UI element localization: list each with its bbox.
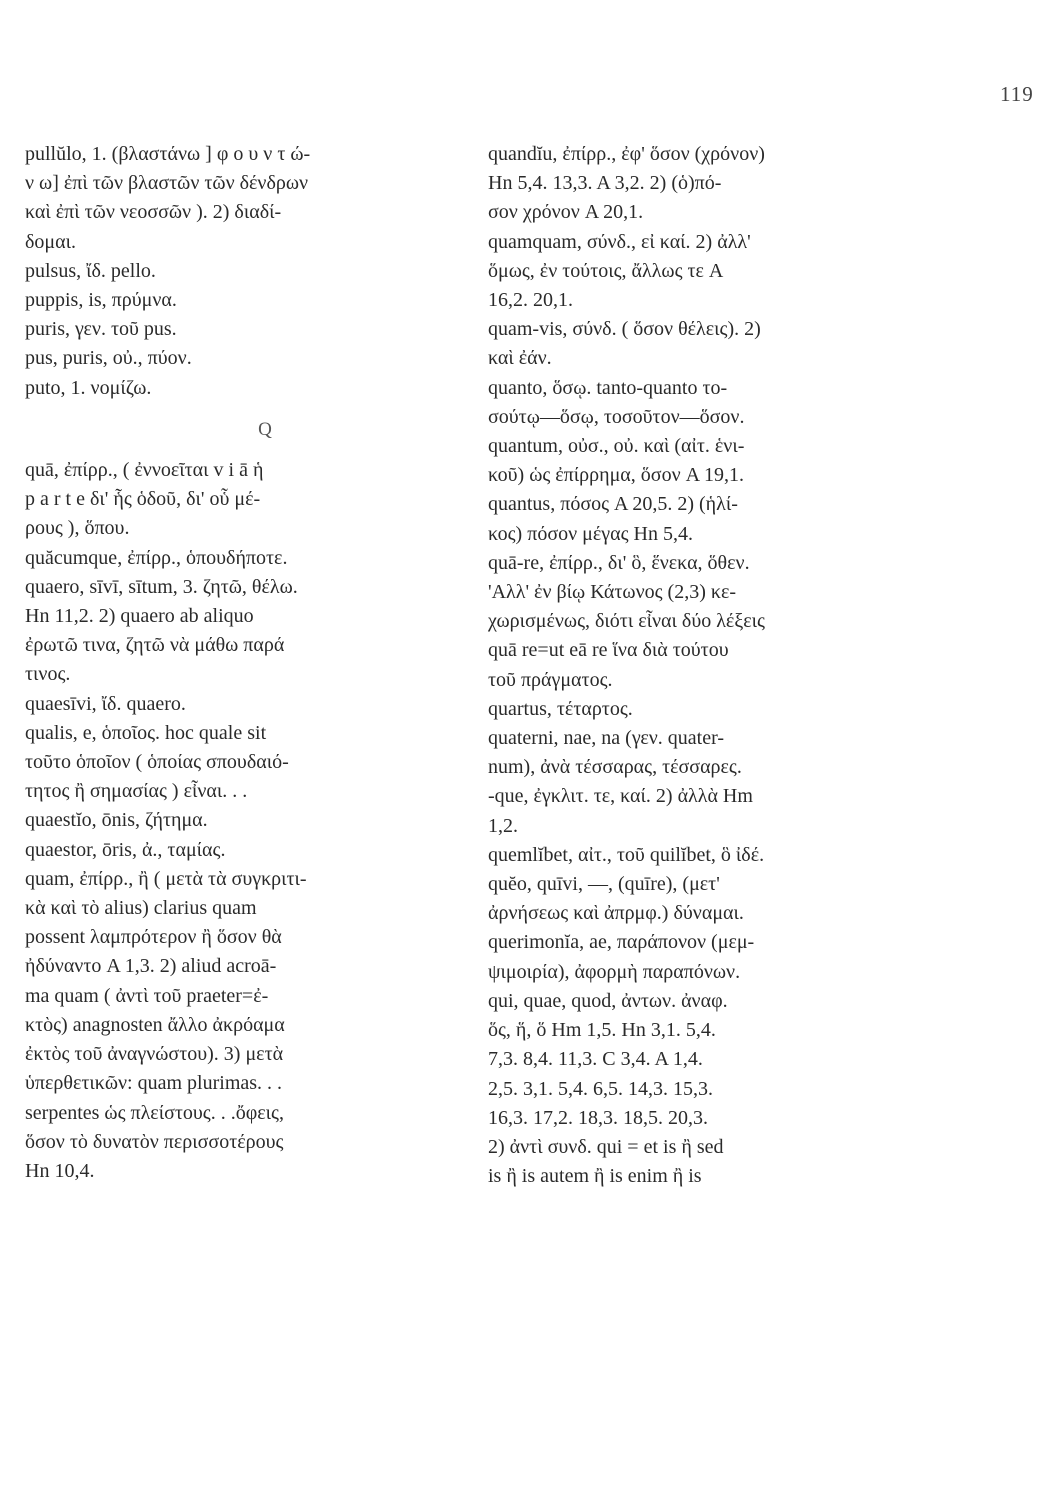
text-line: pus, puris, οὐ., πύον. (25, 347, 192, 370)
text-line: possent λαμπρότερον ἢ ὅσον θὰ (25, 926, 282, 949)
text-line: quaesīvi, ἴδ. quaero. (25, 692, 186, 715)
text-line: puris, γεν. τοῦ pus. (25, 318, 177, 341)
text-line: χωρισμένως, διότι εἶναι δύο λέξεις (488, 610, 765, 633)
text-line: τοῦτο ὁποῖον ( ὁποίας σπουδαιό- (25, 751, 289, 774)
right-column (488, 140, 908, 1191)
text-line: quamquam, σύνδ., εἰ καί. 2) ἀλλ' (488, 230, 751, 253)
text-line: ὅς, ἥ, ὅ Hm 1,5. Hn 3,1. 5,4. (488, 1019, 716, 1042)
text-line: quā re=ut eā re ἵνα διὰ τούτου (488, 639, 729, 662)
text-line: quantus, πόσος A 20,5. 2) (ἡλί- (488, 493, 738, 516)
text-line: quaestor, ōris, ἀ., ταμίας. (25, 838, 226, 861)
text-line: Hn 10,4. (25, 1159, 95, 1182)
text-line: ρους ), ὅπου. (25, 517, 130, 540)
text-line: ψιμοιρία), ἀφορμὴ παραπόνων. (488, 960, 741, 983)
text-line: τοῦ πράγματος. (488, 668, 613, 691)
page-number: 119 (1000, 82, 1034, 106)
text-line: 16,2. 20,1. (488, 289, 573, 312)
text-line: quantum, οὐσ., οὐ. καὶ (αἰτ. ἑνι- (488, 435, 745, 458)
text-line: pullŭlo, 1. (βλαστάνω ] φ ο υ ν τ ώ- (25, 143, 311, 165)
text-line: puto, 1. νομίζω. (25, 376, 152, 399)
text-line: p a r t e δι' ἧς ὁδοῦ, δι' οὗ μέ- (25, 488, 261, 511)
text-line: κτὸς) anagnosten ἄλλο ἀκρόαμα (25, 1013, 285, 1036)
text-line: quanto, ὅσῳ. tanto-quanto το- (488, 376, 728, 399)
text-line: quā, ἐπίρρ., ( ἐννοεῖται v i ā ἡ (25, 459, 264, 482)
text-line: καὶ ἐάν. (488, 347, 552, 370)
text-line: ὅμως, ἐν τούτοις, ἄλλως τε A (488, 259, 724, 282)
text-line: κοῦ) ὡς ἐπίρρημα, ὅσον A 19,1. (488, 464, 744, 487)
text-line: ἐρωτῶ τινα, ζητῶ νὰ μάθω παρά (25, 634, 285, 657)
text-line: 16,3. 17,2. 18,3. 18,5. 20,3. (488, 1106, 708, 1129)
text-line: quĕo, quīvi, —, (quīre), (μετ' (488, 873, 720, 896)
text-line: quartus, τέταρτος. (488, 697, 633, 720)
text-line: τινος. (25, 663, 71, 686)
text-line: is ἢ is autem ἢ is enim ἢ is (488, 1165, 702, 1188)
text-line: pulsus, ἴδ. pello. (25, 259, 156, 282)
text-line: puppis, is, πρύμνα. (25, 289, 177, 312)
text-line: 2) ἀντὶ συνδ. qui = et is ἢ sed (488, 1135, 724, 1158)
text-line: ἀρνήσεως καὶ ἀπρμφ.) δύναμαι. (488, 902, 744, 925)
text-line: 1,2. (488, 814, 518, 837)
text-line: quaero, sīvī, sītum, 3. ζητῶ, θέλω. (25, 575, 298, 598)
section-letter: Q (258, 418, 272, 440)
text-line: quaterni, nae, na (γεν. quater- (488, 727, 724, 750)
text-line: ὑπερθετικῶν: quam plurimas. . . (25, 1072, 283, 1095)
text-line: σον χρόνον A 20,1. (488, 201, 644, 224)
text-line: quemlĭbet, αἰτ., τοῦ quilĭbet, ὃ ἰδέ. (488, 843, 765, 866)
text-line: 'Αλλ' ἐν βίῳ Κάτωνος (2,3) κε- (488, 581, 737, 604)
text-line: qui, quae, quod, ἀντων. ἀναφ. (488, 989, 728, 1012)
text-line: qualis, e, ὁποῖος. hoc quale sit (25, 721, 267, 744)
text-line: quam, ἐπίρρ., ἢ ( μετὰ τὰ συγκριτι- (25, 867, 307, 890)
text-line: quăcumque, ἐπίρρ., ὁπουδήποτε. (25, 546, 288, 569)
left-column (25, 140, 465, 1186)
text-line: ἠδύναντο A 1,3. 2) aliud acroā- (25, 955, 277, 978)
text-line: -que, ἐγκλιτ. τε, καί. 2) ἀλλὰ Hm (488, 785, 753, 808)
text-line: κος) πόσον μέγας Hn 5,4. (488, 522, 693, 545)
text-line: querimonĭa, ae, παράπονον (μεμ- (488, 931, 755, 954)
text-line: quam-vis, σύνδ. ( ὅσον θέλεις). 2) (488, 318, 761, 341)
text-line: ὅσον τὸ δυνατὸν περισσοτέρους (25, 1130, 284, 1153)
text-line: 7,3. 8,4. 11,3. C 3,4. A 1,4. (488, 1048, 703, 1071)
text-line: num), ἀνὰ τέσσαρας, τέσσαρες. (488, 756, 742, 779)
text-line: 2,5. 3,1. 5,4. 6,5. 14,3. 15,3. (488, 1077, 713, 1100)
text-line: Hn 11,2. 2) quaero ab aliquo (25, 605, 254, 628)
text-line: σούτῳ—ὅσῳ, τοσοῦτον—ὅσον. (488, 405, 745, 428)
text-line: ἐκτὸς τοῦ ἀναγνώστου). 3) μετὰ (25, 1043, 284, 1066)
text-line: quandĭu, ἐπίρρ., ἐφ' ὅσον (χρόνον) (488, 143, 765, 165)
text-line: quā-re, ἐπίρρ., δι' ὃ, ἕνεκα, ὅθεν. (488, 551, 750, 574)
text-line: τητος ἢ σημασίας ) εἶναι. . . (25, 780, 248, 803)
text-line: κὰ καὶ τὸ alius) clarius quam (25, 897, 257, 920)
text-line: Hn 5,4. 13,3. A 3,2. 2) (ὁ)πό- (488, 172, 722, 195)
text-line: δομαι. (25, 230, 77, 253)
text-line: quaestĭo, ōnis, ζήτημα. (25, 809, 208, 832)
text-line: καὶ ἐπὶ τῶν νεοσσῶν ). 2) διαδί- (25, 201, 282, 224)
text-line: ma quam ( ἀντὶ τοῦ praeter=ἐ- (25, 984, 269, 1007)
text-line: ν ω] ἐπὶ τῶν βλαστῶν τῶν δένδρων (25, 172, 309, 195)
text-line: serpentes ὡς πλείστους. . .ὄφεις, (25, 1101, 284, 1124)
